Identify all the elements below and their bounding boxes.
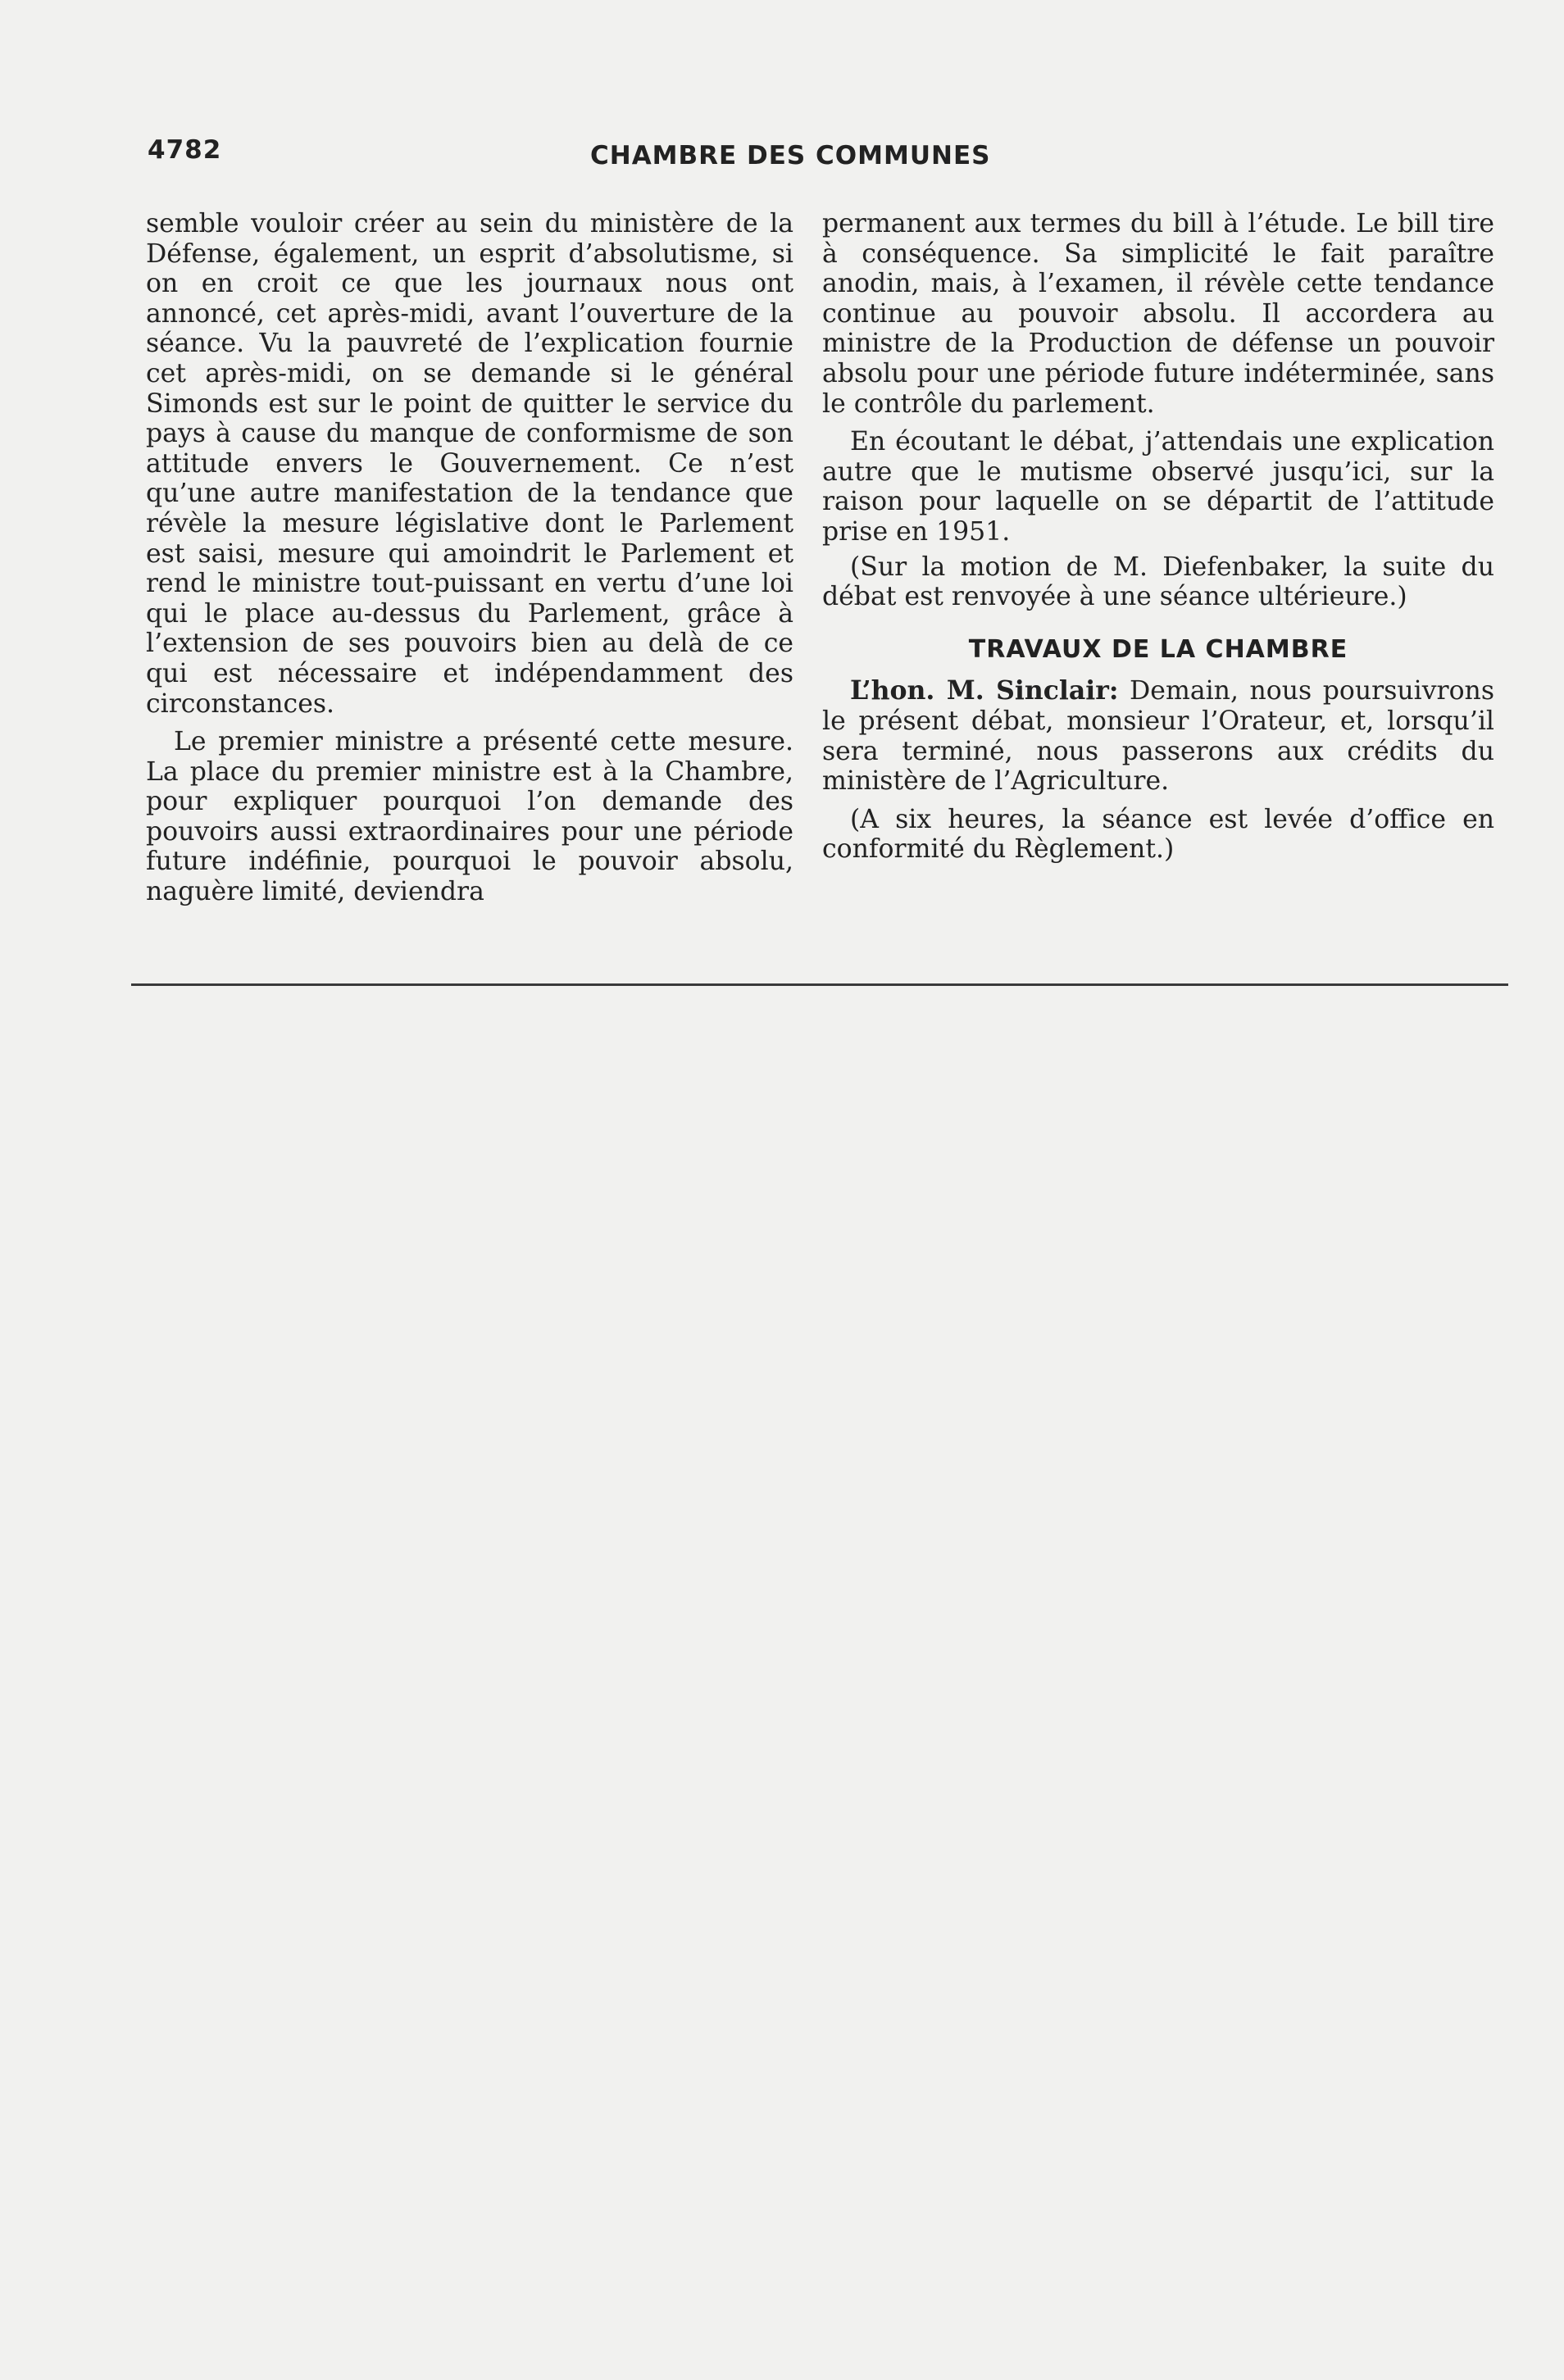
page-number: 4782 bbox=[148, 135, 222, 165]
right-paragraph-2: En écoutant le débat, j’attendais une explication autre que le mutisme observé jusqu’ici, sur la raison pour laquelle on se départit de l’attitude prise en 1951. bbox=[822, 427, 1494, 547]
right-column bbox=[822, 209, 1494, 865]
section-heading: TRAVAUX DE LA CHAMBRE bbox=[968, 634, 1348, 664]
right-paragraph-5: (A six heures, la séance est levée d’office en conformité du Règlement.) bbox=[822, 804, 1494, 865]
left-paragraph-2: Le premier ministre a présenté cette mesure. La place du premier ministre est à la Chambre, pour expliquer pourquoi l’on demande des pouvoirs aussi extraordinaires pour une période future indéfinie, pourquoi le pouvoir absolu, naguère limité, deviendra bbox=[146, 727, 793, 907]
right-paragraph-3: (Sur la motion de M. Diefenbaker, la suite du débat est renvoyée à une séance ultérieure.) bbox=[822, 552, 1494, 612]
speech-text: Demain, nous poursuivrons le présent débat, monsieur l’Orateur, et, lorsqu’il sera terminé, nous passerons aux crédits du ministère de l’Agriculture. bbox=[822, 676, 1494, 797]
left-paragraph-1: semble vouloir créer au sein du ministère de la Défense, également, un esprit d’absolutisme, si on en croit ce que les journaux nous ont annoncé, cet après-midi, avant l’ouverture de la séance. Vu la pauvreté de l’explication fournie cet après-midi, on se demande si le général Simonds est sur le point de quitter le service du pays à cause du manque de conformisme de son attitude envers le Gouvernement. Ce n’est qu’une autre manifestation de la tendance que révèle la mesure législative dont le Parlement est saisi, mesure qui amoindrit le Parlement et rend le ministre tout-puissant en vertu d’une loi qui le place au-dessus du Parlement, grâce à l’extension de ses pouvoirs bien au delà de ce qui est nécessaire et indépendamment des circonstances. bbox=[146, 209, 793, 719]
right-paragraph-1: permanent aux termes du bill à l’étude. Le bill tire à conséquence. Sa simplicité le fait paraître anodin, mais, à l’examen, il révèle cette tendance continue au pouvoir absolu. Il accordera au ministre de la Production de défense un pouvoir absolu pour une période future indéterminée, sans le contrôle du parlement. bbox=[822, 209, 1494, 419]
speech-paragraph bbox=[822, 676, 1494, 796]
left-column bbox=[146, 209, 793, 907]
running-title: CHAMBRE DES COMMUNES bbox=[590, 141, 991, 170]
speaker-name: L’hon. M. Sinclair: bbox=[850, 675, 1119, 706]
bottom-rule bbox=[131, 983, 1508, 986]
